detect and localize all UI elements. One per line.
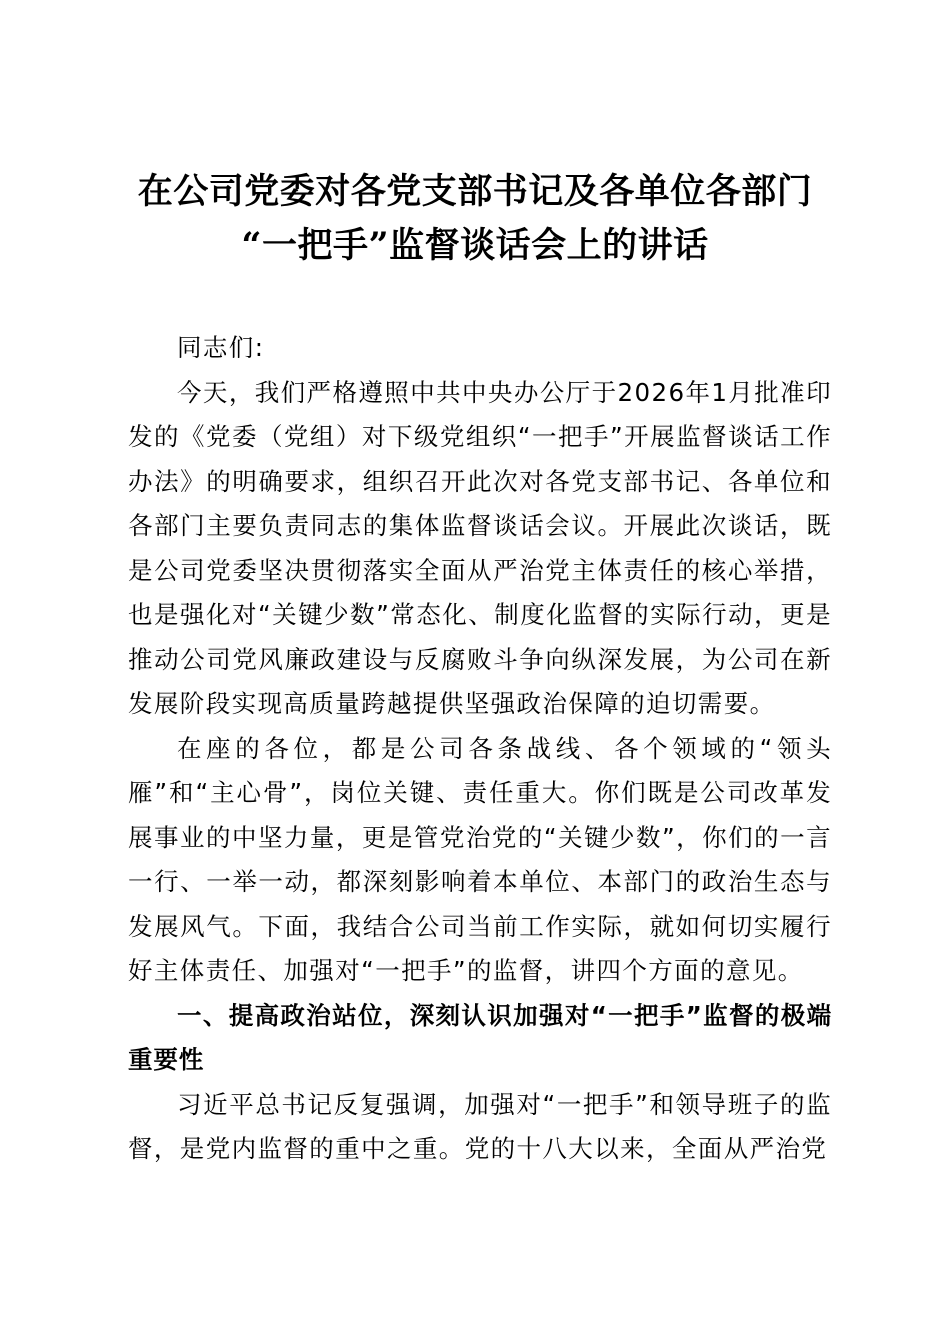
salutation: 同志们: xyxy=(177,333,265,362)
document-body xyxy=(128,326,832,1172)
section-heading: 一、提高政治站位，深刻认识加强对“一把手”监督的极端重要性 xyxy=(128,1000,832,1074)
document-title-line-2: “一把手”监督谈话会上的讲话 xyxy=(241,225,709,266)
body-paragraph: 今天，我们严格遵照中共中央办公厅于2026年1月批准印发的《党委（党组）对下级党组织“一把手”开展监督谈话工作办法》的明确要求，组织召开此次对各党支部书记、各单位和各部门主要负责同志的集体监督谈话会议。开展此次谈话，既是公司党委坚决贯彻落实全面从严治党主体责任的核心举措，也是强化对“关键少数”常态化、制度化监督的实际行动，更是推动公司党风廉政建设与反腐败斗争向纵深发展，为公司在新发展阶段实现高质量跨越提供坚强政治保障的迫切需要。 xyxy=(128,377,832,718)
section-paragraph: 习近平总书记反复强调，加强对“一把手”和领导班子的监督，是党内监督的重中之重。党的十八大以来，全面从严治党 xyxy=(128,1089,832,1163)
document-title-line-1: 在公司党委对各党支部书记及各单位各部门 xyxy=(137,171,813,212)
body-paragraph: 在座的各位，都是公司各条战线、各个领域的“领头雁”和“主心骨”，岗位关键、责任重大。你们既是公司改革发展事业的中坚力量，更是管党治党的“关键少数”，你们的一言一行、一举一动，都深刻影响着本单位、本部门的政治生态与发展风气。下面，我结合公司当前工作实际，就如何切实履行好主体责任、加强对“一把手”的监督，讲四个方面的意见。 xyxy=(128,733,832,985)
